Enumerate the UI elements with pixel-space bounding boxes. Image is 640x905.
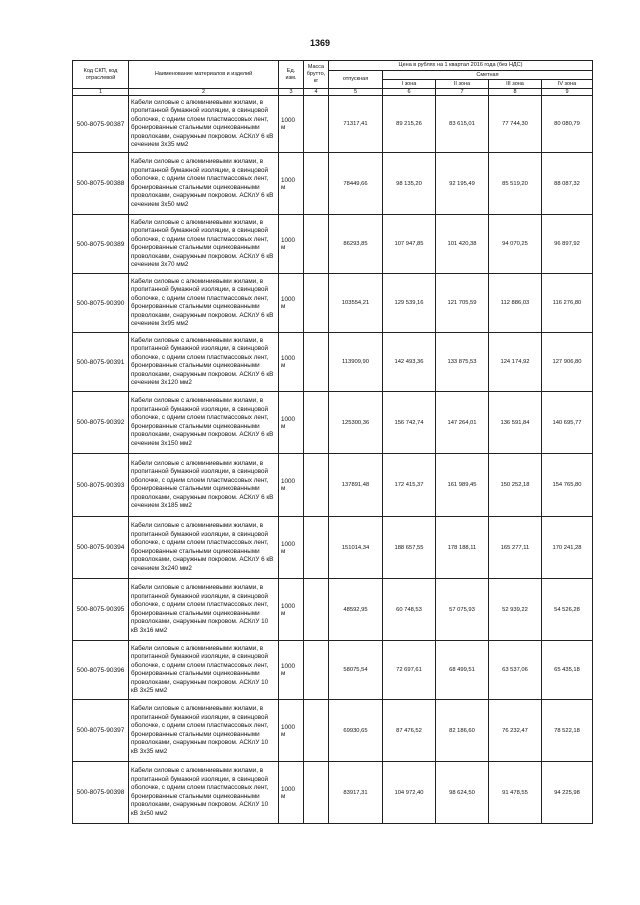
row-zone-2-price: 178 188,11 — [436, 517, 489, 579]
row-release-price: 78449,66 — [329, 153, 383, 215]
row-description: Кабели силовые с алюминиевыми жилами, в пропитанной бумажной изоляции, в свинцовой оболочке, с одним слоем пластмассовых лент, бронированные стальными оцинкованными проволоками, снаружным покровом. АСКлУ 6 кВ сечением 3х240 мм2 — [129, 517, 279, 579]
header-release: отпускная — [329, 71, 383, 89]
row-zone-3-price: 63 537,06 — [489, 641, 542, 700]
row-mass — [304, 96, 329, 153]
row-zone-4-price: 94 225,98 — [542, 762, 593, 824]
row-zone-2-price: 147 264,01 — [436, 392, 489, 454]
col-number-6: 6 — [383, 89, 436, 96]
row-zone-3-price: 136 591,84 — [489, 392, 542, 454]
row-zone-1-price: 188 657,55 — [383, 517, 436, 579]
row-description: Кабели силовые с алюминиевыми жилами, в пропитанной бумажной изоляции, в свинцовой оболочке, с одним слоем пластмассовых лент, бронированные стальными оцинкованными проволоками, снаружным покровом. АСКлУ 10 кВ 3х50 мм2 — [129, 762, 279, 824]
col-number-9: 9 — [542, 89, 593, 96]
row-description: Кабели силовые с алюминиевыми жилами, в пропитанной бумажной изоляции, в свинцовой оболочке, с одним слоем пластмассовых лент, бронированные стальными оцинкованными проволоками, снаружным покровом. АСКлУ 6 кВ сечением 3х95 мм2 — [129, 274, 279, 333]
row-zone-1-price: 142 493,36 — [383, 333, 436, 392]
row-unit: 1000 м — [279, 762, 304, 824]
row-zone-4-price: 170 241,28 — [542, 517, 593, 579]
row-code: 500-8075-90398 — [73, 762, 129, 824]
row-zone-2-price: 82 186,60 — [436, 700, 489, 762]
row-zone-2-price: 57 075,93 — [436, 579, 489, 641]
row-description: Кабели силовые с алюминиевыми жилами, в пропитанной бумажной изоляции, в свинцовой оболочке, с одним слоем пластмассовых лент, бронированные стальными оцинкованными проволоками, снаружным покровом. АСКлУ 6 кВ сечением 3х150 мм2 — [129, 392, 279, 454]
row-unit: 1000 м — [279, 641, 304, 700]
row-mass — [304, 333, 329, 392]
table-row — [73, 517, 593, 579]
row-code: 500-8075-90393 — [73, 454, 129, 517]
row-zone-2-price: 68 499,51 — [436, 641, 489, 700]
row-mass — [304, 392, 329, 454]
row-zone-2-price: 101 420,38 — [436, 215, 489, 274]
row-mass — [304, 641, 329, 700]
row-release-price: 71317,41 — [329, 96, 383, 153]
row-unit: 1000 м — [279, 333, 304, 392]
header-name: Наименование материалов и изделий — [129, 61, 279, 89]
header-price-title: Цена в рублях на 1 квартал 2016 года (без НДС) — [329, 61, 593, 71]
row-unit: 1000 м — [279, 454, 304, 517]
header-mass: Масса брутто, кг — [304, 61, 329, 89]
row-mass — [304, 153, 329, 215]
row-zone-1-price: 72 697,61 — [383, 641, 436, 700]
row-zone-4-price: 140 695,77 — [542, 392, 593, 454]
row-unit: 1000 м — [279, 517, 304, 579]
header-zone-2: II зона — [436, 80, 489, 89]
row-release-price: 137891,48 — [329, 454, 383, 517]
row-zone-4-price: 127 906,80 — [542, 333, 593, 392]
row-release-price: 58075,54 — [329, 641, 383, 700]
row-zone-1-price: 156 742,74 — [383, 392, 436, 454]
header-code: Код СКП, код отраслевой — [73, 61, 129, 89]
header-zone-4: IV зона — [542, 80, 593, 89]
header-zone-3: III зона — [489, 80, 542, 89]
row-description: Кабели силовые с алюминиевыми жилами, в пропитанной бумажной изоляции, в свинцовой оболочке, с одним слоем пластмассовых лент, бронированные стальными оцинкованными проволоками, снаружным покровом. АСКлУ 6 кВ сечением 3х185 мм2 — [129, 454, 279, 517]
page-number: 1369 — [309, 38, 331, 48]
row-zone-1-price: 87 476,52 — [383, 700, 436, 762]
row-zone-3-price: 77 744,30 — [489, 96, 542, 153]
row-zone-3-price: 76 232,47 — [489, 700, 542, 762]
row-unit: 1000 м — [279, 215, 304, 274]
row-release-price: 48592,95 — [329, 579, 383, 641]
row-release-price: 113909,90 — [329, 333, 383, 392]
col-number-2: 2 — [129, 89, 279, 96]
row-zone-1-price: 104 972,40 — [383, 762, 436, 824]
row-description: Кабели силовые с алюминиевыми жилами, в пропитанной бумажной изоляции, в свинцовой оболочке, с одним слоем пластмассовых лент, бронированные стальными оцинкованными проволоками, снаружным покровом. АСКлУ 10 кВ 3х16 мм2 — [129, 579, 279, 641]
row-description: Кабели силовые с алюминиевыми жилами, в пропитанной бумажной изоляции, в свинцовой оболочке, с одним слоем пластмассовых лент, бронированные стальными оцинкованными проволоками, снаружным покровом. АСКлУ 10 кВ 3х25 мм2 — [129, 641, 279, 700]
row-code: 500-8075-90397 — [73, 700, 129, 762]
table-row — [73, 96, 593, 153]
row-description: Кабели силовые с алюминиевыми жилами, в пропитанной бумажной изоляции, в свинцовой оболочке, с одним слоем пластмассовых лент, бронированные стальными оцинкованными проволоками, снаружным покровом. АСКлУ 6 кВ сечением 3х50 мм2 — [129, 153, 279, 215]
row-release-price: 83917,31 — [329, 762, 383, 824]
row-mass — [304, 700, 329, 762]
table-body — [73, 96, 593, 824]
row-zone-3-price: 94 070,25 — [489, 215, 542, 274]
row-zone-4-price: 96 897,92 — [542, 215, 593, 274]
row-code: 500-8075-90390 — [73, 274, 129, 333]
row-unit: 1000 м — [279, 274, 304, 333]
table-row — [73, 215, 593, 274]
col-number-1: 1 — [73, 89, 129, 96]
table-row — [73, 274, 593, 333]
row-release-price: 86293,85 — [329, 215, 383, 274]
row-zone-3-price: 124 174,92 — [489, 333, 542, 392]
row-release-price: 103554,21 — [329, 274, 383, 333]
row-zone-4-price: 88 087,32 — [542, 153, 593, 215]
table-row — [73, 700, 593, 762]
row-mass — [304, 454, 329, 517]
row-description: Кабели силовые с алюминиевыми жилами, в пропитанной бумажной изоляции, в свинцовой оболочке, с одним слоем пластмассовых лент, бронированные стальными оцинкованными проволоками, снаружным покровом. АСКлУ 6 кВ сечением 3х35 мм2 — [129, 96, 279, 153]
row-code: 500-8075-90392 — [73, 392, 129, 454]
row-zone-3-price: 112 886,03 — [489, 274, 542, 333]
row-zone-3-price: 52 939,22 — [489, 579, 542, 641]
row-zone-2-price: 92 195,49 — [436, 153, 489, 215]
table-row — [73, 454, 593, 517]
row-zone-3-price: 91 478,55 — [489, 762, 542, 824]
header-zone-1: I зона — [383, 80, 436, 89]
row-zone-4-price: 54 526,28 — [542, 579, 593, 641]
row-unit: 1000 м — [279, 700, 304, 762]
row-release-price: 69930,65 — [329, 700, 383, 762]
col-number-7: 7 — [436, 89, 489, 96]
col-number-4: 4 — [304, 89, 329, 96]
row-zone-2-price: 98 624,50 — [436, 762, 489, 824]
row-code: 500-8075-90391 — [73, 333, 129, 392]
row-zone-1-price: 107 947,85 — [383, 215, 436, 274]
row-zone-4-price: 78 522,18 — [542, 700, 593, 762]
row-zone-3-price: 150 252,18 — [489, 454, 542, 517]
row-description: Кабели силовые с алюминиевыми жилами, в пропитанной бумажной изоляции, в свинцовой оболочке, с одним слоем пластмассовых лент, бронированные стальными оцинкованными проволоками, снаружным покровом. АСКлУ 10 кВ 3х35 мм2 — [129, 700, 279, 762]
table-row — [73, 579, 593, 641]
row-code: 500-8075-90394 — [73, 517, 129, 579]
col-number-5: 5 — [329, 89, 383, 96]
row-mass — [304, 579, 329, 641]
row-zone-4-price: 154 765,80 — [542, 454, 593, 517]
row-unit: 1000 м — [279, 392, 304, 454]
row-mass — [304, 274, 329, 333]
row-zone-1-price: 60 748,53 — [383, 579, 436, 641]
table-row — [73, 153, 593, 215]
row-zone-2-price: 121 705,59 — [436, 274, 489, 333]
row-release-price: 125300,36 — [329, 392, 383, 454]
row-zone-3-price: 85 519,20 — [489, 153, 542, 215]
row-mass — [304, 762, 329, 824]
row-zone-1-price: 129 539,16 — [383, 274, 436, 333]
row-zone-4-price: 80 080,79 — [542, 96, 593, 153]
table-row — [73, 641, 593, 700]
row-unit: 1000 м — [279, 579, 304, 641]
row-code: 500-8075-90388 — [73, 153, 129, 215]
row-unit: 1000 м — [279, 96, 304, 153]
row-zone-1-price: 98 135,20 — [383, 153, 436, 215]
row-zone-1-price: 172 415,37 — [383, 454, 436, 517]
row-release-price: 151014,34 — [329, 517, 383, 579]
row-code: 500-8075-90389 — [73, 215, 129, 274]
row-zone-2-price: 133 875,53 — [436, 333, 489, 392]
price-table — [72, 60, 593, 824]
row-description: Кабели силовые с алюминиевыми жилами, в пропитанной бумажной изоляции, в свинцовой оболочке, с одним слоем пластмассовых лент, бронированные стальными оцинкованными проволоками, снаружным покровом. АСКлУ 6 кВ сечением 3х70 мм2 — [129, 215, 279, 274]
header-unit: Ед. изм. — [279, 61, 304, 89]
row-zone-3-price: 165 277,11 — [489, 517, 542, 579]
row-code: 500-8075-90387 — [73, 96, 129, 153]
col-number-8: 8 — [489, 89, 542, 96]
row-mass — [304, 517, 329, 579]
row-code: 500-8075-90396 — [73, 641, 129, 700]
row-zone-2-price: 161 989,45 — [436, 454, 489, 517]
table-row — [73, 392, 593, 454]
row-zone-4-price: 65 435,18 — [542, 641, 593, 700]
row-zone-4-price: 116 276,80 — [542, 274, 593, 333]
table-row — [73, 333, 593, 392]
row-code: 500-8075-90395 — [73, 579, 129, 641]
row-mass — [304, 215, 329, 274]
col-number-3: 3 — [279, 89, 304, 96]
table-row — [73, 762, 593, 824]
header-estimate: Сметная — [383, 71, 593, 80]
row-zone-2-price: 83 615,01 — [436, 96, 489, 153]
row-zone-1-price: 89 215,26 — [383, 96, 436, 153]
row-unit: 1000 м — [279, 153, 304, 215]
row-description: Кабели силовые с алюминиевыми жилами, в пропитанной бумажной изоляции, в свинцовой оболочке, с одним слоем пластмассовых лент, бронированные стальными оцинкованными проволоками, снаружным покровом. АСКлУ 6 кВ сечением 3х120 мм2 — [129, 333, 279, 392]
